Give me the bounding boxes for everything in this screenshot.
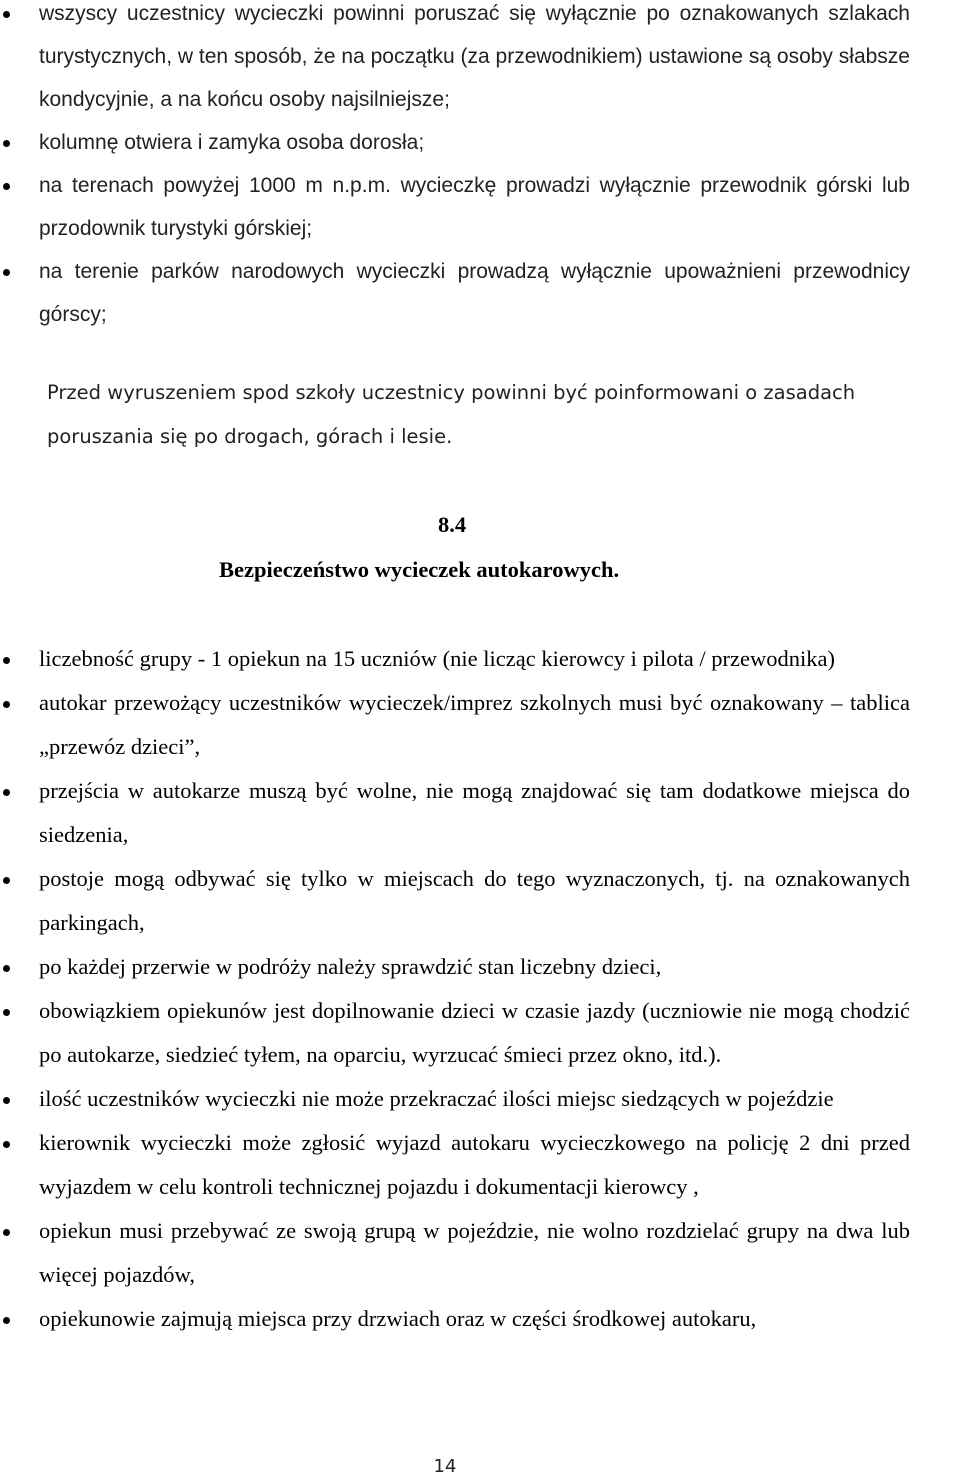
list-item: liczebność grupy - 1 opiekun na 15 uczniów (nie licząc kierowcy i pilota / przewodnika) <box>0 637 960 681</box>
bullet-icon <box>3 789 10 796</box>
list-item: kolumnę otwiera i zamyka osoba dorosła; <box>0 121 960 164</box>
section-title: Bezpieczeństwo wycieczek autokarowych. <box>219 557 620 582</box>
section-number: 8.4 <box>438 512 467 537</box>
bullet-icon <box>3 140 10 147</box>
bullet-icon <box>3 1229 10 1236</box>
list-item: po każdej przerwie w podróży należy sprawdzić stan liczebny dzieci, <box>0 945 960 989</box>
hiking-rules-list <box>0 0 960 336</box>
bullet-icon <box>3 183 10 190</box>
list-item: postoje mogą odbywać się tylko w miejscach do tego wyznaczonych, tj. na oznakowanych parkingach, <box>0 857 960 945</box>
bullet-icon <box>3 1097 10 1104</box>
page-number: 14 <box>433 1456 457 1477</box>
list-item: na terenie parków narodowych wycieczki prowadzą wyłącznie upoważnieni przewodnicy górscy; <box>0 250 960 336</box>
bullet-icon <box>3 701 10 708</box>
list-item: ilość uczestników wycieczki nie może przekraczać ilości miejsc siedzących w pojeździe <box>0 1077 960 1121</box>
list-item: na terenach powyżej 1000 m n.p.m. wycieczkę prowadzi wyłącznie przewodnik górski lub przodownik turystyki górskiej; <box>0 164 960 250</box>
bullet-icon <box>3 1317 10 1324</box>
list-item: opiekunowie zajmują miejsca przy drzwiach oraz w części środkowej autokaru, <box>0 1297 960 1341</box>
bullet-icon <box>3 657 10 664</box>
list-item: przejścia w autokarze muszą być wolne, nie mogą znajdować się tam dodatkowe miejsca do siedzenia, <box>0 769 960 857</box>
bullet-icon <box>3 1141 10 1148</box>
list-item: opiekun musi przebywać ze swoją grupą w pojeździe, nie wolno rozdzielać grupy na dwa lub więcej pojazdów, <box>0 1209 960 1297</box>
bullet-icon <box>3 11 10 18</box>
bullet-icon <box>3 877 10 884</box>
bullet-icon <box>3 1009 10 1016</box>
list-item: kierownik wycieczki może zgłosić wyjazd autokaru wycieczkowego na policję 2 dni przed wyjazdem w celu kontroli technicznej pojazdu i dokumentacji kierowcy , <box>0 1121 960 1209</box>
bullet-icon <box>3 965 10 972</box>
list-item: autokar przewożący uczestników wycieczek/imprez szkolnych musi być oznakowany – tablica „przewóz dzieci”, <box>0 681 960 769</box>
list-item: wszyscy uczestnicy wycieczki powinni poruszać się wyłącznie po oznakowanych szlakach turystycznych, w ten sposób, że na początku (za przewodnikiem) ustawione są osoby słabsze kondycyjnie, a na końcu osoby najsilniejsze; <box>0 0 960 121</box>
bus-trip-rules-list <box>0 637 960 1341</box>
bullet-icon <box>3 269 10 276</box>
list-item: obowiązkiem opiekunów jest dopilnowanie dzieci w czasie jazdy (uczniowie nie mogą chodzić po autokarze, siedzieć tyłem, na oparciu, wyrzucać śmieci przez okno, itd.). <box>0 989 960 1077</box>
instruction-paragraph: Przed wyruszeniem spod szkoły uczestnicy powinni być poinformowani o zasadach poruszania się po drogach, górach i lesie. <box>47 381 856 448</box>
